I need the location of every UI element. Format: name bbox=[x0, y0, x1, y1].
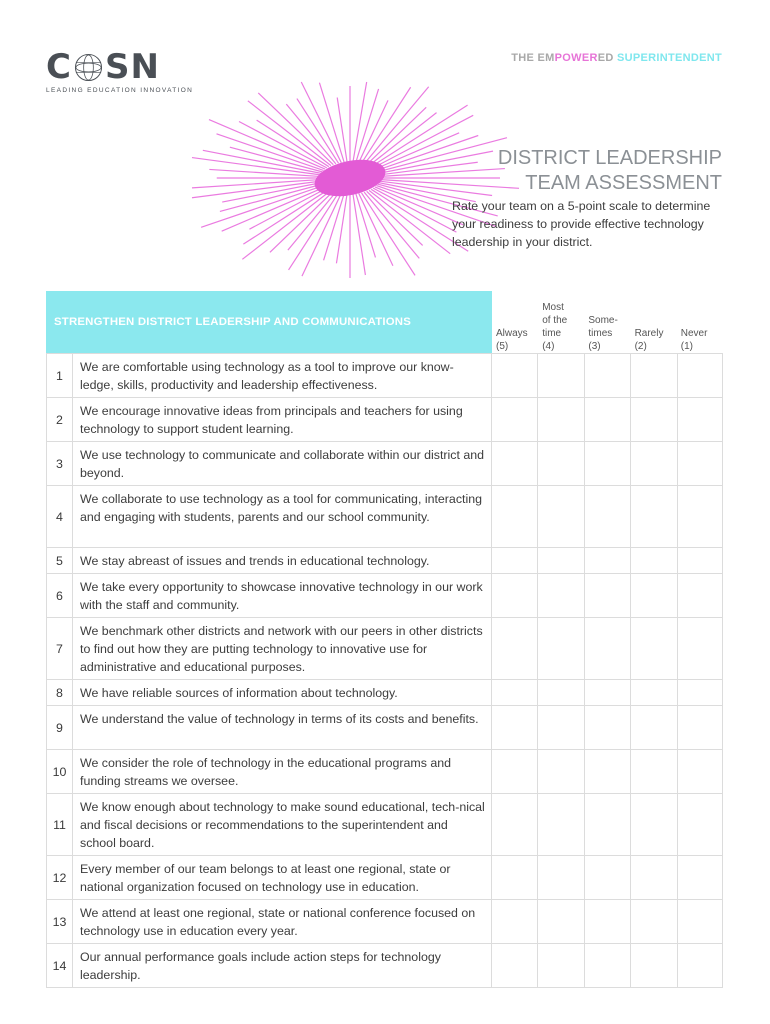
row-number: 11 bbox=[46, 794, 73, 855]
row-statement: We benchmark other districts and network with our peers in other districts to find out how they are putting technology to innovative use for administrative and educational purposes. bbox=[80, 624, 483, 674]
row-number: 14 bbox=[46, 944, 73, 987]
section-title: STRENGTHEN DISTRICT LEADERSHIP AND COMMUNICATIONS bbox=[46, 291, 492, 353]
row-number: 7 bbox=[46, 618, 73, 679]
table-row bbox=[46, 856, 723, 900]
rating-cell-rarely[interactable] bbox=[630, 442, 676, 485]
rating-cell-most-of-the-time[interactable] bbox=[537, 706, 583, 749]
rating-cell-never[interactable] bbox=[677, 706, 723, 749]
row-statement: We encourage innovative ideas from principals and teachers for using technology to support student learning. bbox=[80, 404, 463, 436]
rating-cell-rarely[interactable] bbox=[630, 856, 676, 899]
row-statement: We attend at least one regional, state or national conference focused on technology use in education every year. bbox=[80, 906, 476, 938]
rating-cell-never[interactable] bbox=[677, 618, 723, 679]
rating-cell-sometimes[interactable] bbox=[584, 574, 630, 617]
row-number: 5 bbox=[46, 548, 73, 573]
rating-cell-always[interactable] bbox=[491, 900, 537, 943]
rating-cell-most-of-the-time[interactable] bbox=[537, 856, 583, 899]
page-title bbox=[402, 146, 722, 196]
row-number: 3 bbox=[46, 442, 73, 485]
series-part-the-em: THE EM bbox=[511, 52, 555, 64]
starburst-ray bbox=[201, 186, 323, 228]
starburst-ray bbox=[230, 147, 322, 172]
table-row bbox=[46, 680, 723, 706]
rating-cell-never[interactable] bbox=[677, 856, 723, 899]
scale-header-most-of-the-time bbox=[538, 291, 584, 353]
rating-cell-always[interactable] bbox=[491, 574, 537, 617]
series-heading bbox=[511, 52, 722, 64]
starburst-ray bbox=[359, 193, 393, 265]
rating-cell-never[interactable] bbox=[677, 486, 723, 547]
scale-label: Most of the time (4) bbox=[542, 302, 568, 352]
series-part-power: POWER bbox=[554, 52, 598, 64]
rating-cell-rarely[interactable] bbox=[630, 794, 676, 855]
table-body bbox=[46, 353, 723, 988]
rating-cell-most-of-the-time[interactable] bbox=[537, 398, 583, 441]
rating-cell-most-of-the-time[interactable] bbox=[537, 548, 583, 573]
rating-cell-never[interactable] bbox=[677, 354, 723, 397]
rating-cell-never[interactable] bbox=[677, 574, 723, 617]
rating-cell-most-of-the-time[interactable] bbox=[537, 944, 583, 987]
rating-cell-sometimes[interactable] bbox=[584, 486, 630, 547]
scale-label: Some- times (3) bbox=[588, 315, 618, 352]
rating-cell-sometimes[interactable] bbox=[584, 680, 630, 705]
rating-cell-sometimes[interactable] bbox=[584, 548, 630, 573]
rating-cell-rarely[interactable] bbox=[630, 944, 676, 987]
rating-cell-most-of-the-time[interactable] bbox=[537, 900, 583, 943]
scale-header-never bbox=[677, 291, 723, 353]
rating-cell-always[interactable] bbox=[491, 354, 537, 397]
table-header bbox=[46, 291, 723, 353]
rating-cell-most-of-the-time[interactable] bbox=[537, 442, 583, 485]
row-number: 8 bbox=[46, 680, 73, 705]
globe-icon bbox=[74, 53, 103, 82]
row-number: 1 bbox=[46, 354, 73, 397]
rating-cell-most-of-the-time[interactable] bbox=[537, 794, 583, 855]
rating-cell-always[interactable] bbox=[491, 856, 537, 899]
rating-cell-sometimes[interactable] bbox=[584, 442, 630, 485]
rating-cell-sometimes[interactable] bbox=[584, 856, 630, 899]
rating-cell-always[interactable] bbox=[491, 486, 537, 547]
rating-cell-rarely[interactable] bbox=[630, 398, 676, 441]
rating-cell-sometimes[interactable] bbox=[584, 750, 630, 793]
rating-cell-always[interactable] bbox=[491, 618, 537, 679]
table-row bbox=[46, 354, 723, 398]
assessment-table bbox=[46, 291, 723, 988]
rating-cell-rarely[interactable] bbox=[630, 618, 676, 679]
rating-cell-always[interactable] bbox=[491, 548, 537, 573]
rating-cell-sometimes[interactable] bbox=[584, 354, 630, 397]
starburst-ray bbox=[297, 99, 339, 164]
rating-cell-always[interactable] bbox=[491, 750, 537, 793]
rating-cell-rarely[interactable] bbox=[630, 750, 676, 793]
table-row bbox=[46, 548, 723, 574]
logo-tagline: LEADING EDUCATION INNOVATION bbox=[46, 87, 194, 94]
rating-cell-sometimes[interactable] bbox=[584, 944, 630, 987]
rating-cell-never[interactable] bbox=[677, 750, 723, 793]
row-statement: We stay abreast of issues and trends in educational technology. bbox=[80, 554, 430, 568]
rating-cell-always[interactable] bbox=[491, 794, 537, 855]
rating-cell-rarely[interactable] bbox=[630, 486, 676, 547]
rating-cell-rarely[interactable] bbox=[630, 574, 676, 617]
row-number: 9 bbox=[46, 706, 73, 749]
rating-cell-never[interactable] bbox=[677, 944, 723, 987]
table-row bbox=[46, 486, 723, 548]
row-number: 4 bbox=[46, 486, 73, 547]
rating-cell-sometimes[interactable] bbox=[584, 398, 630, 441]
rating-cell-most-of-the-time[interactable] bbox=[537, 750, 583, 793]
table-row bbox=[46, 574, 723, 618]
table-row bbox=[46, 900, 723, 944]
row-number: 2 bbox=[46, 398, 73, 441]
rating-cell-sometimes[interactable] bbox=[584, 900, 630, 943]
rating-cell-most-of-the-time[interactable] bbox=[537, 680, 583, 705]
starburst-ray bbox=[356, 194, 376, 258]
row-number: 12 bbox=[46, 856, 73, 899]
rating-cell-most-of-the-time[interactable] bbox=[537, 486, 583, 547]
starburst-center bbox=[311, 154, 388, 202]
rating-cell-always[interactable] bbox=[491, 442, 537, 485]
row-statement: Every member of our team belongs to at least one regional, state or national organization focused on technology use in education. bbox=[80, 862, 451, 894]
rating-cell-always[interactable] bbox=[491, 944, 537, 987]
row-statement: We have reliable sources of information about technology. bbox=[80, 686, 398, 700]
rating-cell-never[interactable] bbox=[677, 442, 723, 485]
page-title-line-2: TEAM ASSESSMENT bbox=[525, 172, 722, 194]
table-row bbox=[46, 794, 723, 856]
scale-label: Never (1) bbox=[680, 328, 708, 352]
row-statement: We understand the value of technology in terms of its costs and benefits. bbox=[80, 712, 479, 726]
row-statement: We know enough about technology to make sound educational, tech-nical and fiscal decisions or recommendations to the superintendent and school board. bbox=[80, 800, 485, 850]
scale-label: Always (5) bbox=[496, 328, 528, 352]
rating-cell-rarely[interactable] bbox=[630, 548, 676, 573]
logo-letters-right: SN bbox=[104, 47, 160, 87]
starburst-ray bbox=[336, 194, 347, 263]
page-title-line-1: DISTRICT LEADERSHIP bbox=[497, 147, 722, 169]
row-number: 6 bbox=[46, 574, 73, 617]
series-part-superintendent: SUPERINTENDENT bbox=[616, 52, 722, 64]
cosn-logo bbox=[46, 47, 194, 94]
table-row bbox=[46, 706, 723, 750]
scale-header-sometimes bbox=[584, 291, 630, 353]
rating-cell-most-of-the-time[interactable] bbox=[537, 354, 583, 397]
row-number: 13 bbox=[46, 900, 73, 943]
rating-cell-never[interactable] bbox=[677, 548, 723, 573]
rating-cell-sometimes[interactable] bbox=[584, 618, 630, 679]
rating-cell-rarely[interactable] bbox=[630, 354, 676, 397]
table-row bbox=[46, 618, 723, 680]
intro-text: Rate your team on a 5-point scale to determine your readiness to provide effective technology leadership in your district. bbox=[452, 199, 711, 249]
starburst-ray bbox=[220, 184, 322, 211]
row-statement: We consider the role of technology in the educational programs and funding streams we oversee. bbox=[80, 756, 452, 788]
rating-cell-never[interactable] bbox=[677, 680, 723, 705]
logo-letters-left: C bbox=[46, 47, 72, 87]
scale-header-always bbox=[492, 291, 538, 353]
rating-cell-sometimes[interactable] bbox=[584, 706, 630, 749]
rating-cell-rarely[interactable] bbox=[630, 680, 676, 705]
starburst-ray bbox=[337, 98, 347, 163]
rating-cell-sometimes[interactable] bbox=[584, 794, 630, 855]
rating-cell-most-of-the-time[interactable] bbox=[537, 618, 583, 679]
table-row bbox=[46, 398, 723, 442]
table-row bbox=[46, 750, 723, 794]
starburst-ray bbox=[302, 193, 341, 276]
rating-cell-never[interactable] bbox=[677, 398, 723, 441]
rating-cell-never[interactable] bbox=[677, 794, 723, 855]
rating-cell-always[interactable] bbox=[491, 680, 537, 705]
row-statement: We take every opportunity to showcase innovative technology in our work with the staff and community. bbox=[80, 580, 483, 612]
table-row bbox=[46, 944, 723, 988]
rating-cell-most-of-the-time[interactable] bbox=[537, 574, 583, 617]
row-statement: Our annual performance goals include action steps for technology leadership. bbox=[80, 950, 441, 982]
row-statement: We are comfortable using technology as a tool to improve our know-ledge, skills, productivity and leadership effectiveness. bbox=[80, 360, 454, 392]
logo-mark bbox=[46, 47, 176, 87]
rating-cell-always[interactable] bbox=[491, 706, 537, 749]
scale-header-rarely bbox=[631, 291, 677, 353]
row-statement: We use technology to communicate and collaborate within our district and beyond. bbox=[80, 448, 485, 480]
scale-label: Rarely (2) bbox=[634, 328, 664, 352]
starburst-ray bbox=[301, 82, 341, 163]
rating-cell-rarely[interactable] bbox=[630, 900, 676, 943]
table-row bbox=[46, 442, 723, 486]
row-number: 10 bbox=[46, 750, 73, 793]
rating-cell-always[interactable] bbox=[491, 398, 537, 441]
row-statement: We collaborate to use technology as a tool for communicating, interacting and engaging with students, parents and our school community. bbox=[80, 492, 482, 524]
rating-cell-rarely[interactable] bbox=[630, 706, 676, 749]
rating-cell-never[interactable] bbox=[677, 900, 723, 943]
series-part-ed: ED bbox=[597, 52, 617, 64]
